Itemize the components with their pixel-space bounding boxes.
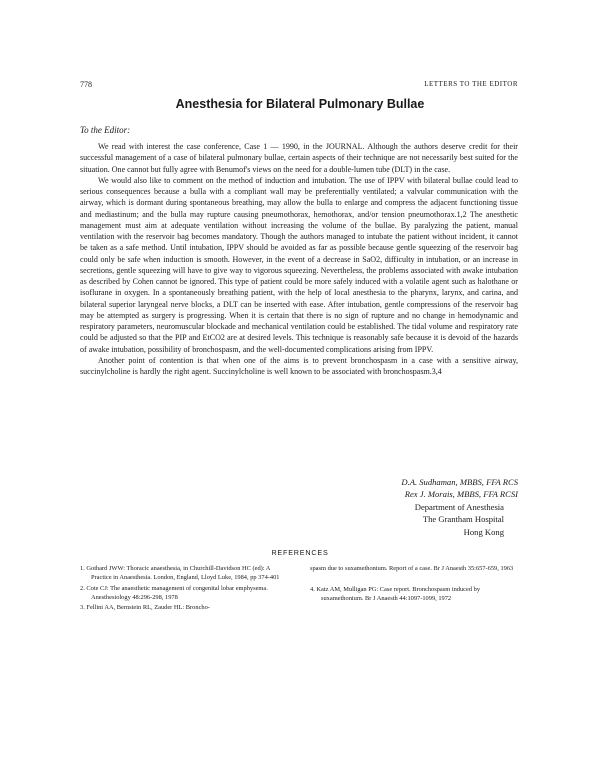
location: Hong Kong (463, 526, 504, 537)
reference-item: 4. Katz AM, Mulligan PG: Case report. Bronchospasm induced by suxamethonium. Br J Anaesth 44:1097-1099, 1972 (310, 586, 481, 603)
paragraph: We would also like to comment on the method of induction and intubation. The use of IPPV with bilateral bullae could lead to serious consequences because a bulla with a compliant wall may be preferentially ventilated; a valvular communication with the airway, which is dormant during spontaneous breathing, may allow the bulla to enlarge and compress the adjacent functioning tissue and mediastinum; and the bulla may rupture causing pneumothorax, hemothorax, and/or tension pneumothorax.1,2 The anesthetic management must aim at adequate ventilation without increasing the volume of the bullae. By paralyzing the patient, manual ventilation with the reservoir bag becomes mandatory. Though the authors managed to intubate the patient without incident, it cannot be taken as a safe method. Until intubation, IPPV should be avoided as far as possible because gentle squeezing of the reservoir bag could only be safe when induction is smooth. However, in the event of a decrease in SaO2, difficulty in intubation, or an increase in secretions, gentle squeezing will have to give way to vigorous squeezing. Nevertheless, the problems associated with awake intubation as described by Cohen cannot be ignored. This type of patient could be more safely induced with a volatile agent such as halothane or isoflurane in oxygen. In a spontaneously breathing patient, with the help of local anesthesia to the pharynx, larynx, and carina, and bilateral superior laryngeal nerve blocks, a DLT can be inserted with ease. After intubation, gentle compressions of the reservoir bag may be attempted as surgery is progressing. When it is certain that there is no sign of rupture and no change in hemodynamic and respiratory parameters, neuromuscular blockade and mechanical ventilation could be established. The tidal volume and respiratory rate could be adjusted so that the PIP and EtCO2 are at desired levels. This technique is reasonably safe because it is devoid of the hazards of awake intubation, possibility of bronchospasm, and the well-documented complications arising from IPPV. (80, 175, 518, 354)
author-name: D.A. Sudhaman, MBBS, FFA RCS (401, 477, 518, 487)
reference-item: 2. Cote CJ: The anaesthetic management of congenital lobar emphysema. Anesthesiology 48:296-298, 1978 (80, 584, 268, 601)
reference-item: 1. Gothard JWW: Thoracic anaesthesia, in Churchill-Davidson HC (ed): A Practice in Anaesthesia. London, England, Lloyd Luke, 1984, pp 374-401 (80, 565, 280, 582)
references-column-left (80, 564, 288, 614)
author-name: Rex J. Morais, MBBS, FFA RCSI (404, 489, 518, 500)
reference-item: 3. Fellini AA, Bernstein RL, Zauder HL: Broncho- (80, 604, 210, 612)
paragraph: Another point of contention is that when one of the aims is to prevent bronchospasm in a case with a sensitive airway, succinylcholine is hardly the right agent. Succinylcholine is well known to be associated with bronchospasm.3,4 (80, 355, 518, 376)
page-number: 778 (80, 80, 92, 89)
signature-block (401, 476, 518, 538)
salutation: To the Editor: (80, 125, 131, 135)
paragraph: We read with interest the case conference, Case 1 — 1990, in the JOURNAL. Although the authors deserve credit for their successful management of a case of bilateral pulmonary bullae, certain aspects of their technique are not necessarily best suited for the situation. One cannot but fully agree with Benumof's views on the need for a double-lumen tube (DLT) in the case. (80, 142, 518, 174)
reference-item-continued: spasm due to suxamethonium. Report of a case. Br J Anaesth 35:657-659, 1963 (310, 565, 514, 572)
references-heading: REFERENCES (271, 548, 329, 557)
letter-body (80, 141, 518, 377)
section-header: LETTERS TO THE EDITOR (424, 80, 518, 88)
references-column-right (310, 564, 518, 605)
article-title: Anesthesia for Bilateral Pulmonary Bullae (175, 97, 425, 111)
department: Department of Anesthesia (414, 501, 504, 512)
hospital: The Grantham Hospital (422, 514, 504, 525)
